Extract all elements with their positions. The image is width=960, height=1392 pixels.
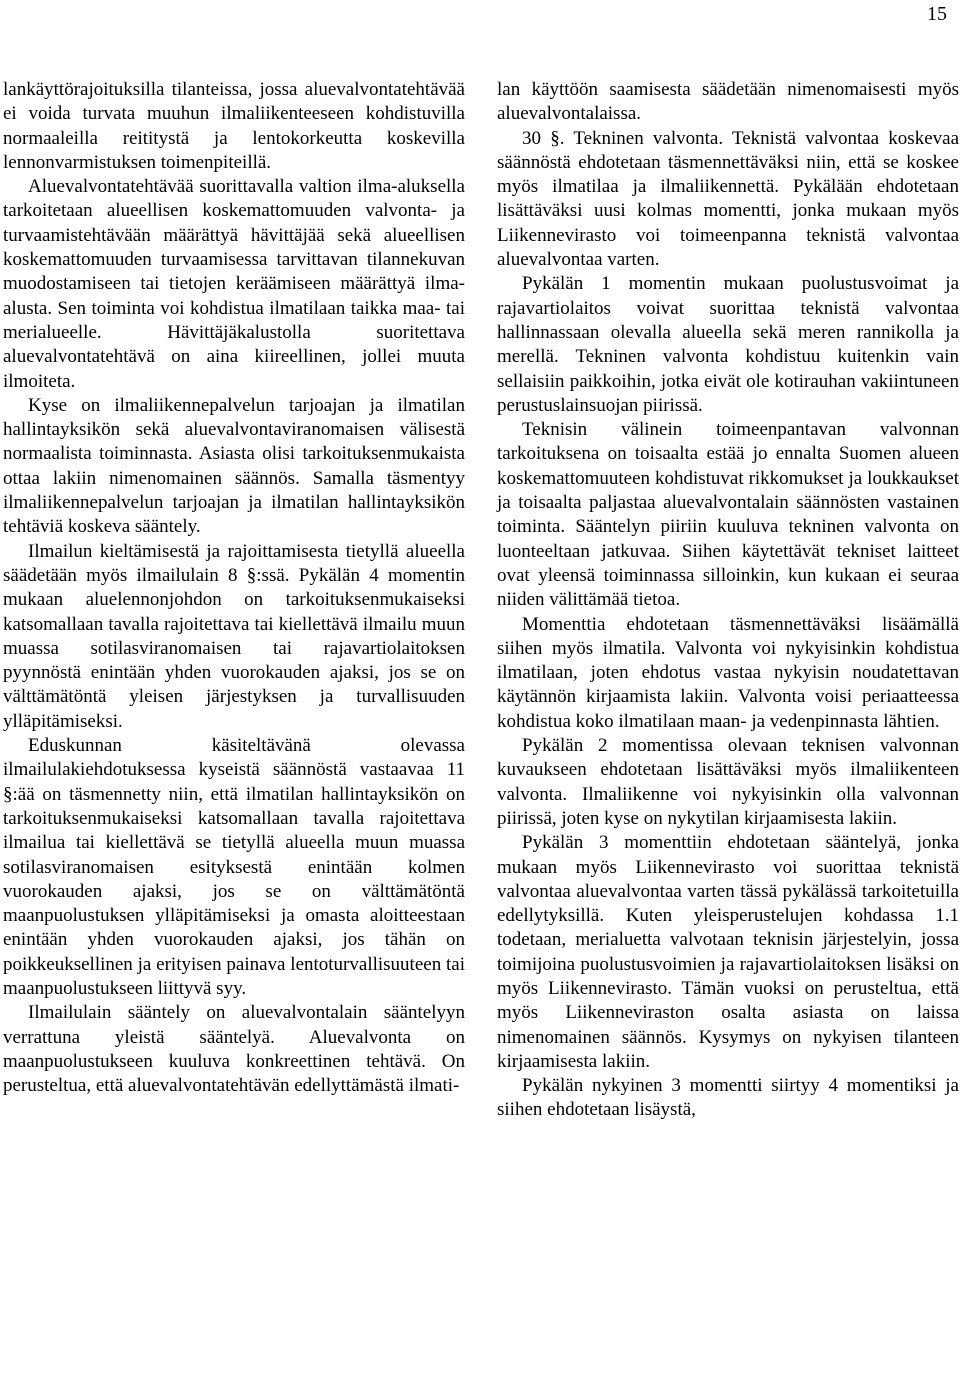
- paragraph: Ilmailulain sääntely on aluevalvontalain sääntelyyn verrattuna yleistä sääntelyä. Aluevalvonta on maanpuolustukseen kuuluva konkreettinen tehtävä. On perusteltua, että aluevalvontatehtävän edellyttämästä ilmati-: [3, 1002, 465, 1097]
- section-text: Teknistä valvontaa koskevaa säännöstä ehdotetaan täsmennettäväksi niin, että se koskee myös ilmatilaa ja ilmaliikennettä. Pykälään ehdotetaan lisättäväksi uusi kolmas momentti, jonka mukaan myös Liikennevirasto voi toimeenpanna teknistä valvontaa aluevalvontaa varten.: [497, 127, 959, 271]
- paragraph: Aluevalvontatehtävää suorittavalla valtion ilma-aluksella tarkoitetaan alueellisen koskemattomuuden valvonta- ja turvaamistehtävään määrättyä hävittäjää sekä alueellisen koskemattomuuden turvaamisessa tarvittavan tilannekuvan muodostamiseen tai tietojen keräämiseen määrättyä ilma-alusta. Sen toiminta voi kohdistua ilmatilaan taikka maa- tai merialueelle. Hävittäjäkalustolla suoritettava aluevalvontatehtävä on aina kiireellinen, jollei muuta ilmoiteta.: [3, 176, 465, 392]
- paragraph: lankäyttörajoituksilla tilanteissa, jossa aluevalvontatehtävää ei voida turvata muuhun ilmaliikenteeseen kohdistuvilla normaaleilla reititystä ja lentokorkeutta koskevilla lennonvarmistuksen toimenpiteillä.: [3, 79, 465, 173]
- section-paragraph: [497, 127, 959, 273]
- paragraph: lan käyttöön saamisesta säädetään nimenomaisesti myös aluevalvontalaissa.: [497, 79, 959, 125]
- paragraph: Kyse on ilmaliikennepalvelun tarjoajan ja ilmatilan hallintayksikön sekä aluevalvontaviranomaisen välisestä normaalista toiminnasta. Asiasta olisi tarkoituksenmukaista ottaa lakiin nimenomainen säännös. Samalla täsmentyy ilmaliikennepalvelun tarjoajan ja ilmatilan hallintayksikön tehtäviä koskeva sääntely.: [3, 394, 465, 538]
- section-number: 30 §.: [522, 127, 565, 149]
- paragraph: Ilmailun kieltämisestä ja rajoittamisesta tietyllä alueella säädetään myös ilmailulain 8 §:ssä. Pykälän 4 momentin mukaan aluelennonjohdon on tarkoituksenmukaiseksi katsomallaan tavalla rajoitettava tai kiellettävä ilmailu muun muassa sotilasviranomaisen tai rajavartiolaitoksen pyynnöstä enintään yhden vuorokauden ajaksi, jos se on välttämätöntä yleisen järjestyksen ja turvallisuuden ylläpitämiseksi.: [3, 540, 465, 732]
- section-heading: Tekninen valvonta.: [573, 127, 724, 149]
- paragraph: Pykälän nykyinen 3 momentti siirtyy 4 momentiksi ja siihen ehdotetaan lisäystä,: [497, 1075, 959, 1121]
- paragraph: Pykälän 1 momentin mukaan puolustusvoimat ja rajavartiolaitos voivat suorittaa teknistä valvontaa hallinnassaan olevalla alueella sekä meren rannikolla ja merellä. Tekninen valvonta kohdistuu kuitenkin vain sellaisiin paikkoihin, jotka eivät ole kotirauhan vakiintuneen perustuslainsuojan piirissä.: [497, 273, 959, 416]
- paragraph: Momenttia ehdotetaan täsmennettäväksi lisäämällä siihen myös ilmatila. Valvonta voi nykyisinkin kohdistua ilmatilaan, joten ehdotus vastaa nykyisin noudatettavan käytännön kirjaamista lakiin. Valvonta voisi periaatteessa kohdistua koko ilmatilaan maan- ja vedenpinnasta lähtien.: [497, 613, 959, 732]
- paragraph: Eduskunnan käsiteltävänä olevassa ilmailulakiehdotuksessa kyseistä säännöstä vastaavaa 11 §:ää on täsmennetty niin, että ilmatilan hallintayksikön on tarkoituksenmukaiseksi katsomallaan tavalla rajoitettava ilmailua tai kiellettävä se tietyllä alueella muun muassa sotilasviranomaisen esityksestä enintään kolmen vuorokauden ajaksi, jos se on välttämätöntä maanpuolustuksen ylläpitämiseksi ja omasta aloitteestaan enintään yhden vuorokauden ajaksi, jos tähän on poikkeuksellinen ja erityisen painava lentoturvallisuuteen tai maanpuolustukseen liittyvä syy.: [3, 735, 465, 999]
- left-text-column: [3, 78, 465, 1098]
- paragraph: Pykälän 3 momenttiin ehdotetaan sääntelyä, jonka mukaan myös Liikennevirasto voi suorittaa teknistä valvontaa aluevalvontaa varten tässä pykälässä tarkoitetuilla edellytyksillä. Kuten yleisperustelujen kohdassa 1.1 todetaan, merialuetta valvotaan teknisin järjestelyin, jossa toimijoina puolustusvoimien ja rajavartiolaitoksen lisäksi on myös Liikennevirasto. Tämän vuoksi on perusteltua, että myös Liikenneviraston osalta asiasta on laissa nimenomainen säännös. Kysymys on nykyisen tilanteen kirjaamisesta lakiin.: [497, 832, 959, 1072]
- page-number: 15: [927, 3, 947, 25]
- paragraph: Teknisin välinein toimeenpantavan valvonnan tarkoituksena on toisaalta estää jo ennalta Suomen alueen koskemattomuuteen kohdistuvat rikkomukset ja loukkaukset ja toisaalta paljastaa aluevalvontalain säännösten vastainen toiminta. Sääntelyn piiriin kuuluva tekninen valvonta on luonteeltaan jatkuvaa. Siihen käytettävät tekniset laitteet ovat yleensä toiminnassa silloinkin, kun kukaan ei seuraa niiden välittämää tietoa.: [497, 419, 959, 611]
- right-text-column: [497, 78, 959, 1123]
- paragraph: Pykälän 2 momentissa olevaan teknisen valvonnan kuvaukseen ehdotetaan lisättäväksi myös ilmaliikenteen valvonta. Ilmaliikenne voi nykyisinkin olla valvonnan piirissä, joten kyse on nykytilan kirjaamisesta lakiin.: [497, 735, 959, 829]
